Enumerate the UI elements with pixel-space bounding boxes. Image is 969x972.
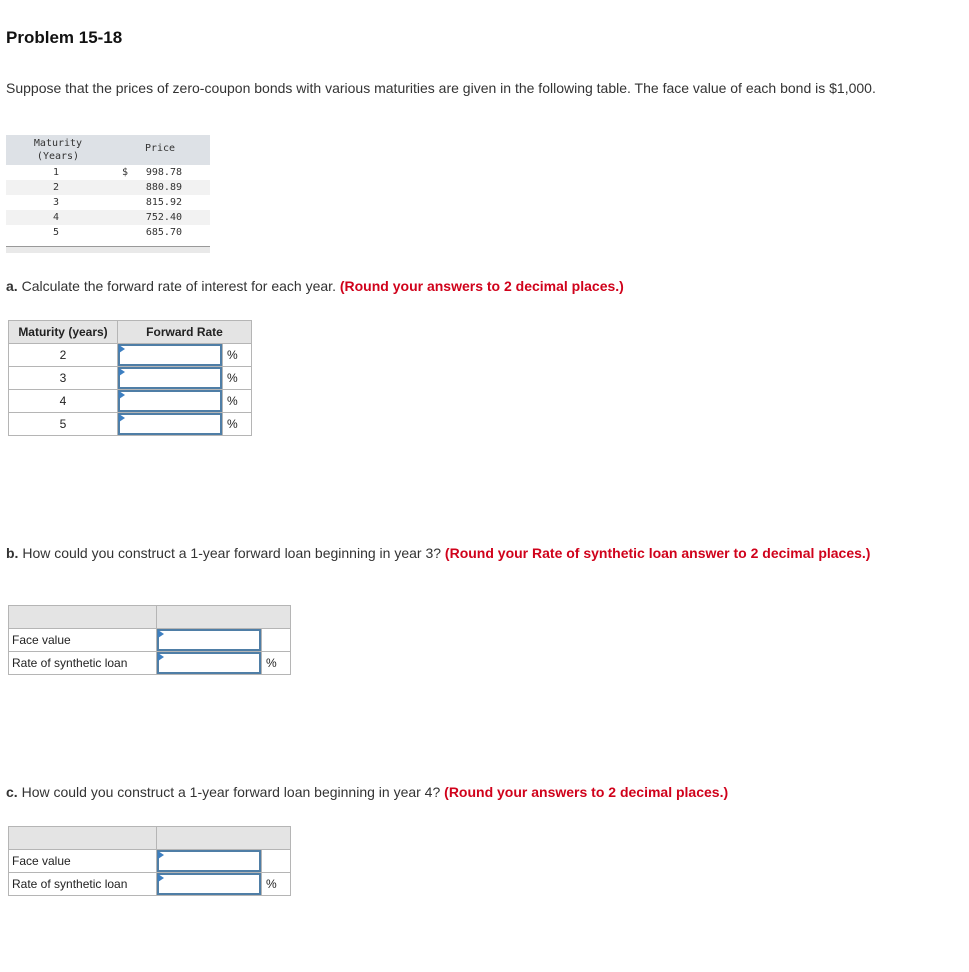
forward-rate-input-year-3[interactable] (118, 367, 222, 389)
empty-header-cell (157, 606, 291, 629)
empty-unit-cell (262, 850, 291, 873)
forward-rate-header-row (9, 321, 252, 344)
price-row (6, 180, 210, 195)
table-divider (6, 246, 210, 253)
percent-unit: % (223, 413, 252, 436)
face-value-row (9, 850, 291, 873)
rate-of-synthetic-loan-input-c[interactable] (157, 873, 261, 895)
forward-rate-cell (118, 413, 223, 436)
maturity-cell: 5 (9, 413, 118, 436)
price-cell: 998.78 (145, 167, 182, 178)
empty-header-cell (9, 606, 157, 629)
maturity-cell: 1 (52, 167, 60, 178)
part-b-instruction: (Round your Rate of synthetic loan answer to 2 decimal places.) (444, 545, 871, 561)
part-c-label: c. (6, 784, 18, 800)
problem-title: Problem 15-18 (6, 28, 123, 47)
price-row (6, 165, 210, 180)
price-row (6, 225, 210, 240)
forward-rate-row (9, 390, 252, 413)
maturity-cell: 4 (52, 212, 60, 223)
part-a-text: Calculate the forward rate of interest for each year. (21, 278, 336, 294)
maturity-cell: 4 (9, 390, 118, 413)
price-cell: 815.92 (145, 197, 182, 208)
face-value-label: Face value (9, 629, 157, 652)
forward-rate-input-year-2[interactable] (118, 344, 222, 366)
part-b-text: How could you construct a 1-year forward loan beginning in year 3? (22, 545, 442, 561)
price-header-maturity: Maturity (Years) (33, 138, 83, 162)
part-b-question (6, 544, 906, 562)
synthetic-loan-table-b (8, 605, 291, 675)
maturity-cell: 2 (9, 344, 118, 367)
col-maturity-header: Maturity (years) (9, 321, 118, 344)
part-b-label: b. (6, 545, 19, 561)
part-c-question (6, 783, 906, 801)
percent-unit: % (262, 873, 291, 896)
percent-unit: % (223, 390, 252, 413)
price-cell: 880.89 (145, 182, 182, 193)
table-header-row (9, 827, 291, 850)
table-header-row (9, 606, 291, 629)
price-table-header (6, 135, 210, 165)
face-value-row (9, 629, 291, 652)
forward-rate-row (9, 344, 252, 367)
face-value-label: Face value (9, 850, 157, 873)
rate-of-synthetic-loan-input-b[interactable] (157, 652, 261, 674)
rate-of-synthetic-loan-label: Rate of synthetic loan (9, 652, 157, 675)
empty-header-cell (9, 827, 157, 850)
forward-rate-cell (118, 367, 223, 390)
maturity-cell: 5 (52, 227, 60, 238)
face-value-cell (157, 629, 262, 652)
face-value-input-c[interactable] (157, 850, 261, 872)
forward-rate-table (8, 320, 252, 436)
part-a-instruction: (Round your answers to 2 decimal places.) (339, 278, 624, 294)
currency-symbol: $ (122, 167, 129, 178)
face-value-input-b[interactable] (157, 629, 261, 651)
part-a-question (6, 277, 956, 295)
forward-rate-row (9, 413, 252, 436)
price-row (6, 210, 210, 225)
synthetic-loan-table-c (8, 826, 291, 896)
percent-unit: % (223, 367, 252, 390)
maturity-cell: 3 (9, 367, 118, 390)
rate-cell (157, 873, 262, 896)
maturity-cell: 2 (52, 182, 60, 193)
forward-rate-cell (118, 390, 223, 413)
price-cell: 752.40 (145, 212, 182, 223)
face-value-cell (157, 850, 262, 873)
forward-rate-cell (118, 344, 223, 367)
rate-row (9, 873, 291, 896)
col-forward-rate-header: Forward Rate (118, 321, 252, 344)
part-a-label: a. (6, 278, 18, 294)
price-header-price: Price (144, 143, 176, 154)
part-c-text: How could you construct a 1-year forward loan beginning in year 4? (21, 784, 441, 800)
percent-unit: % (262, 652, 291, 675)
rate-row (9, 652, 291, 675)
rate-of-synthetic-loan-label: Rate of synthetic loan (9, 873, 157, 896)
forward-rate-input-year-4[interactable] (118, 390, 222, 412)
forward-rate-row (9, 367, 252, 390)
price-row (6, 195, 210, 210)
forward-rate-input-year-5[interactable] (118, 413, 222, 435)
maturity-cell: 3 (52, 197, 60, 208)
rate-cell (157, 652, 262, 675)
percent-unit: % (223, 344, 252, 367)
empty-unit-cell (262, 629, 291, 652)
problem-intro: Suppose that the prices of zero-coupon bonds with various maturities are given in the following table. The face value of each bond is $1,000. (6, 80, 876, 96)
empty-header-cell (157, 827, 291, 850)
part-c-instruction: (Round your answers to 2 decimal places.) (444, 784, 729, 800)
price-cell: 685.70 (145, 227, 182, 238)
